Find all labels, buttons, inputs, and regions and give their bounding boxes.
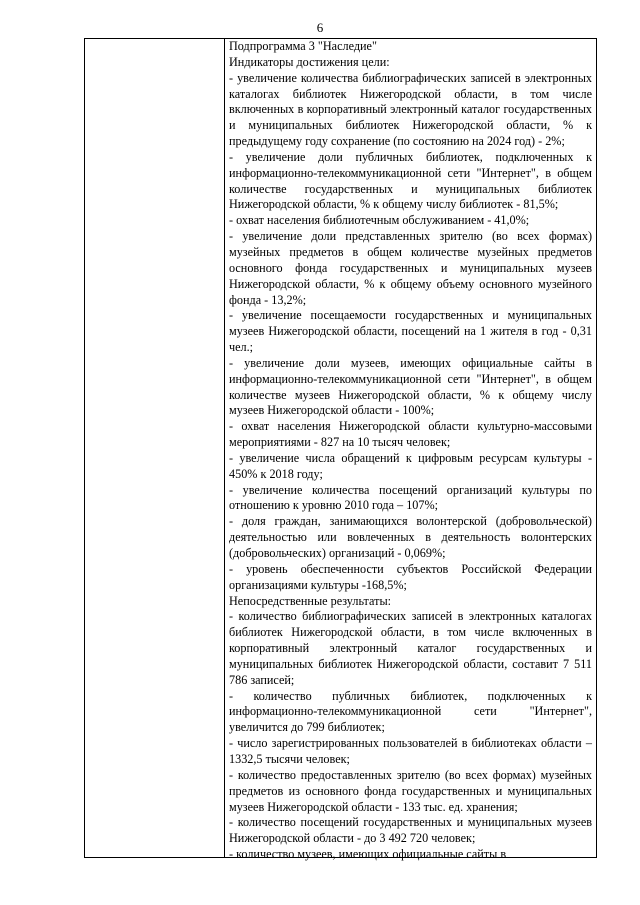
indicators-heading: Индикаторы достижения цели: <box>229 54 390 69</box>
page-number: 6 <box>316 20 324 35</box>
result-item: - количество библиографических записей в электронных каталогах библиотек Нижегородской области, в том числе включенных в корпоративный электронный каталог государственных и муниципальных библиотек Нижегородской области, составит 7 511 786 записей; <box>229 609 592 687</box>
indicator-item: - охват населения библиотечным обслуживанием - 41,0%; <box>229 213 530 228</box>
indicators-list <box>229 71 592 594</box>
indicator-item: - увеличение доли публичных библиотек, подключенных к информационно-телекоммуникационной сети "Интернет", в общем количестве государственных и муниципальных библиотек Нижегородской области, % к общему числу библиотек - 81,5%; <box>229 149 592 212</box>
indicator-item: - охват населения Нижегородской области культурно-массовыми мероприятиями - 827 на 10 тысяч человек; <box>229 419 592 450</box>
indicator-item: - увеличение числа обращений к цифровым ресурсам культуры - 450% к 2018 году; <box>229 450 592 481</box>
indicator-item: - увеличение количества посещений организаций культуры по отношению к уровню 2010 года – 107%; <box>229 482 592 513</box>
result-item: - количество предоставленных зрителю (во всех формах) музейных предметов из основного фонда государственных и муниципальных музеев Нижегородской области - 133 тыс. ед. хранения; <box>229 767 592 814</box>
program-content-cell <box>229 39 592 862</box>
indicator-item: - уровень обеспеченности субъектов Российской Федерации организациями культуры -168,5%; <box>229 561 592 592</box>
program-title: Подпрограмма 3 "Наследие" <box>229 39 377 53</box>
result-item: - количество публичных библиотек, подключенных к информационно-телекоммуникационной сети "Интернет", увеличится до 799 библиотек; <box>229 688 592 735</box>
column-divider <box>224 39 225 857</box>
indicator-item: - увеличение доли музеев, имеющих официальные сайты в информационно-телекоммуникационной сети "Интернет", в общем количестве музеев Нижегородской области, % к общему числу музеев Нижегородской области - 100%; <box>229 355 592 418</box>
result-item: - количество посещений государственных и муниципальных музеев Нижегородской области - до 3 492 720 человек; <box>229 815 592 846</box>
results-heading: Непосредственные результаты: <box>229 593 392 608</box>
indicator-item: - увеличение количества библиографических записей в электронных каталогах библиотек Нижегородской области, в том числе включенных в корпоративный электронный каталог государственных и муниципальных библиотек Нижегородской области, % к предыдущему году сохранение (по состоянию на 2024 год) - 2%; <box>229 70 592 149</box>
indicator-item: - увеличение доли представленных зрителю (во всех формах) музейных предметов в общем количестве музейных предметов основного фонда государственных и муниципальных музеев Нижегородской области, % к общему объему основного музейного фонда - 13,2%; <box>229 229 592 307</box>
result-item: - число зарегистрированных пользователей в библиотеках области – 1332,5 тысячи человек; <box>229 736 592 766</box>
empty-left-cell <box>85 39 224 857</box>
program-passport-table <box>84 38 597 862</box>
indicator-item: - доля граждан, занимающихся волонтерской (добровольческой) деятельностью или вовлеченных в деятельность волонтерских (добровольческих) организаций - 0,069%; <box>229 514 592 560</box>
results-list <box>229 609 592 863</box>
result-item: - количество музеев, имеющих официальные сайты в <box>229 847 507 862</box>
indicator-item: - увеличение посещаемости государственных и муниципальных музеев Нижегородской области, посещений на 1 жителя в год - 0,31 чел.; <box>229 308 592 355</box>
